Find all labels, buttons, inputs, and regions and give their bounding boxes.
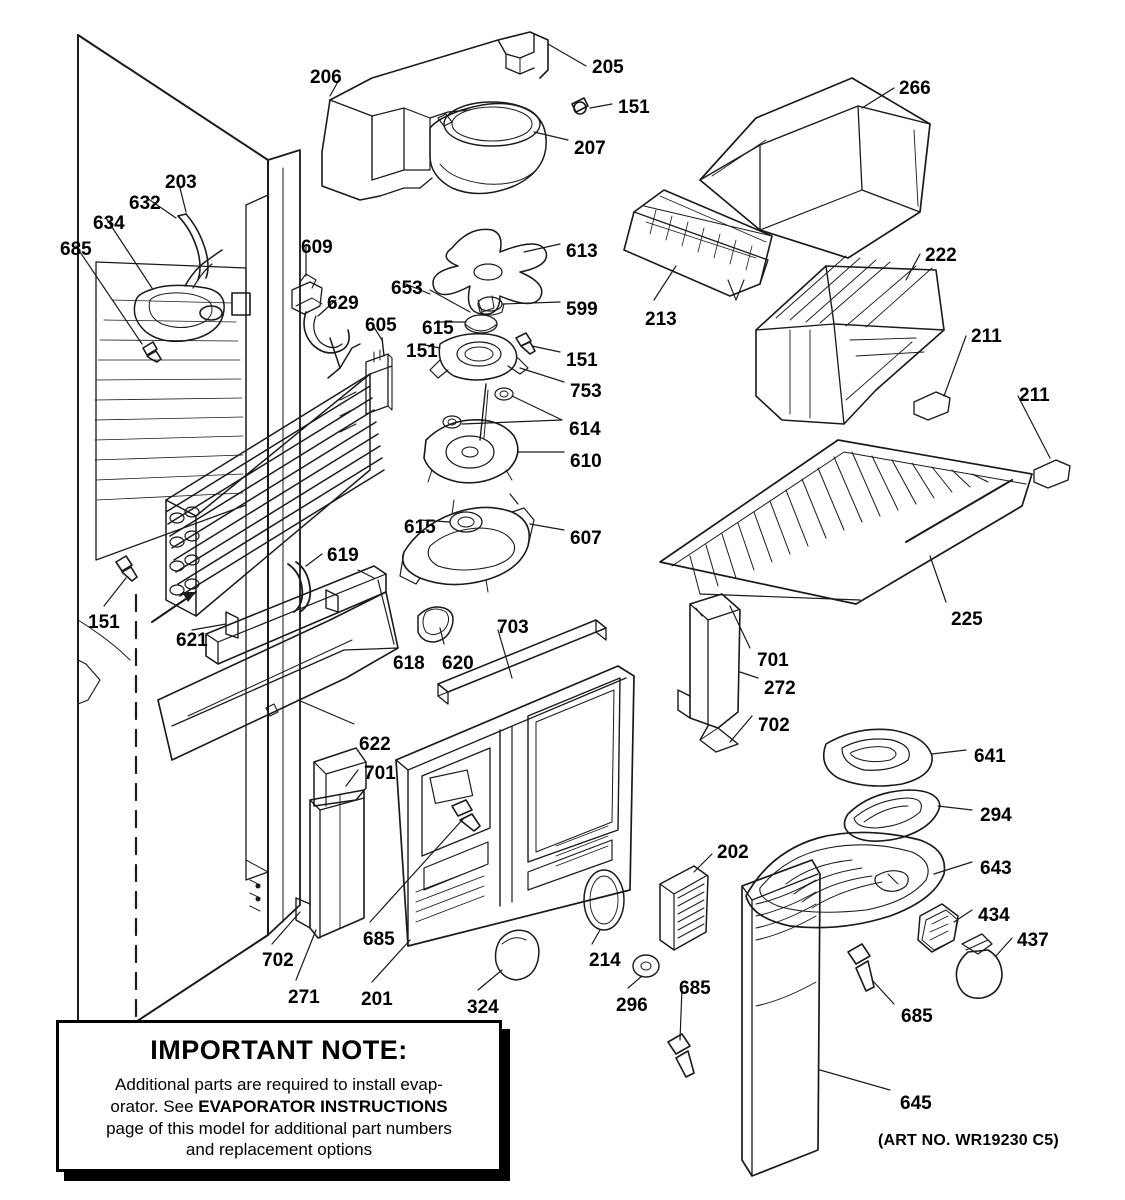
wire-shelf-222 <box>756 256 944 424</box>
callout-701: 701 <box>364 763 396 784</box>
grommet-620 <box>418 607 453 642</box>
callout-294: 294 <box>980 805 1012 826</box>
callout-685: 685 <box>60 239 92 260</box>
note-line-1: Additional parts are required to install evap- <box>115 1075 443 1094</box>
light-bulb-437 <box>956 934 1002 998</box>
callout-225: 225 <box>951 609 983 630</box>
vent-grille-202 <box>660 866 708 950</box>
callout-151: 151 <box>406 341 438 362</box>
callout-202: 202 <box>717 842 749 863</box>
callout-753: 753 <box>570 381 602 402</box>
note-line-4: and replacement options <box>185 1140 373 1160</box>
callout-629: 629 <box>327 293 359 314</box>
callout-685: 685 <box>901 1006 933 1027</box>
callout-701: 701 <box>757 650 789 671</box>
wire-harness-643 <box>746 832 945 927</box>
callout-643: 643 <box>980 858 1012 879</box>
callout-437: 437 <box>1017 930 1049 951</box>
note-line-2-bold: EVAPORATOR INSTRUCTIONS <box>198 1096 448 1116</box>
callout-619: 619 <box>327 545 359 566</box>
callout-645: 645 <box>900 1093 932 1114</box>
important-note-box <box>56 1020 502 1172</box>
callout-205: 205 <box>592 57 624 78</box>
callout-634: 634 <box>93 213 125 234</box>
fan-shroud-assembly <box>322 32 588 200</box>
light-shield-641 <box>824 729 932 786</box>
callout-618: 618 <box>393 653 425 674</box>
wire-shelf-225 <box>660 440 1032 604</box>
callout-685: 685 <box>363 929 395 950</box>
callout-296: 296 <box>616 995 648 1016</box>
callout-599: 599 <box>566 299 598 320</box>
callout-203: 203 <box>165 172 197 193</box>
callout-620: 620 <box>442 653 474 674</box>
callout-211: 211 <box>1019 385 1050 406</box>
callout-702: 702 <box>262 950 294 971</box>
callout-201: 201 <box>361 989 393 1010</box>
ice-tray-213 <box>624 190 772 300</box>
callout-632: 632 <box>129 193 161 214</box>
plug-214 <box>584 870 624 930</box>
callout-222: 222 <box>925 245 957 266</box>
callout-272: 272 <box>764 678 796 699</box>
screw-685-right <box>848 944 874 991</box>
light-lens-294 <box>844 790 940 841</box>
callout-607: 607 <box>570 528 602 549</box>
washer-296 <box>633 955 659 977</box>
air-duct-271 <box>296 748 366 938</box>
callout-622: 622 <box>359 734 391 755</box>
note-line-3: page of this model for additional part numbers <box>106 1118 452 1138</box>
fan-motor-assembly <box>400 290 535 592</box>
leader-lines <box>76 44 1050 1090</box>
callout-653: 653 <box>391 278 423 299</box>
callout-213: 213 <box>645 309 677 330</box>
callout-211: 211 <box>971 326 1002 347</box>
callout-685: 685 <box>679 978 711 999</box>
note-body <box>59 1074 499 1161</box>
callout-609: 609 <box>301 237 333 258</box>
callout-266: 266 <box>899 78 931 99</box>
lamp-socket-434 <box>918 904 958 952</box>
cabinet-door-assembly <box>78 35 300 1180</box>
air-duct-272 <box>678 594 740 752</box>
callout-434: 434 <box>978 905 1010 926</box>
callout-151: 151 <box>618 97 650 118</box>
callout-206: 206 <box>310 67 342 88</box>
art-number-label: (ART NO. WR19230 C5) <box>878 1132 1059 1149</box>
callout-703: 703 <box>497 617 529 638</box>
callout-702: 702 <box>758 715 790 736</box>
screw-685-lower <box>668 1034 694 1077</box>
note-title: IMPORTANT NOTE: <box>150 1035 408 1065</box>
ice-storage-bin-266 <box>700 78 930 258</box>
callout-271: 271 <box>288 987 320 1008</box>
callout-214: 214 <box>589 950 621 971</box>
callout-610: 610 <box>570 451 602 472</box>
callout-207: 207 <box>574 138 606 159</box>
note-line-2-pre: orator. See <box>110 1096 199 1116</box>
callout-605: 605 <box>365 315 397 336</box>
evaporator-fan-blade-613 <box>433 229 546 315</box>
callout-151: 151 <box>566 350 598 371</box>
knob-324 <box>496 930 539 980</box>
callout-621: 621 <box>176 630 208 651</box>
evaporator-assembly-605 <box>116 274 392 622</box>
evaporator-cover-201 <box>396 666 634 946</box>
callout-613: 613 <box>566 241 598 262</box>
callout-324: 324 <box>467 997 499 1018</box>
callout-614: 614 <box>569 419 601 440</box>
callout-151: 151 <box>88 612 120 633</box>
callout-641: 641 <box>974 746 1006 767</box>
callout-615: 615 <box>404 517 436 538</box>
callout-615: 615 <box>422 318 454 339</box>
drip-trough-622 <box>158 562 398 760</box>
